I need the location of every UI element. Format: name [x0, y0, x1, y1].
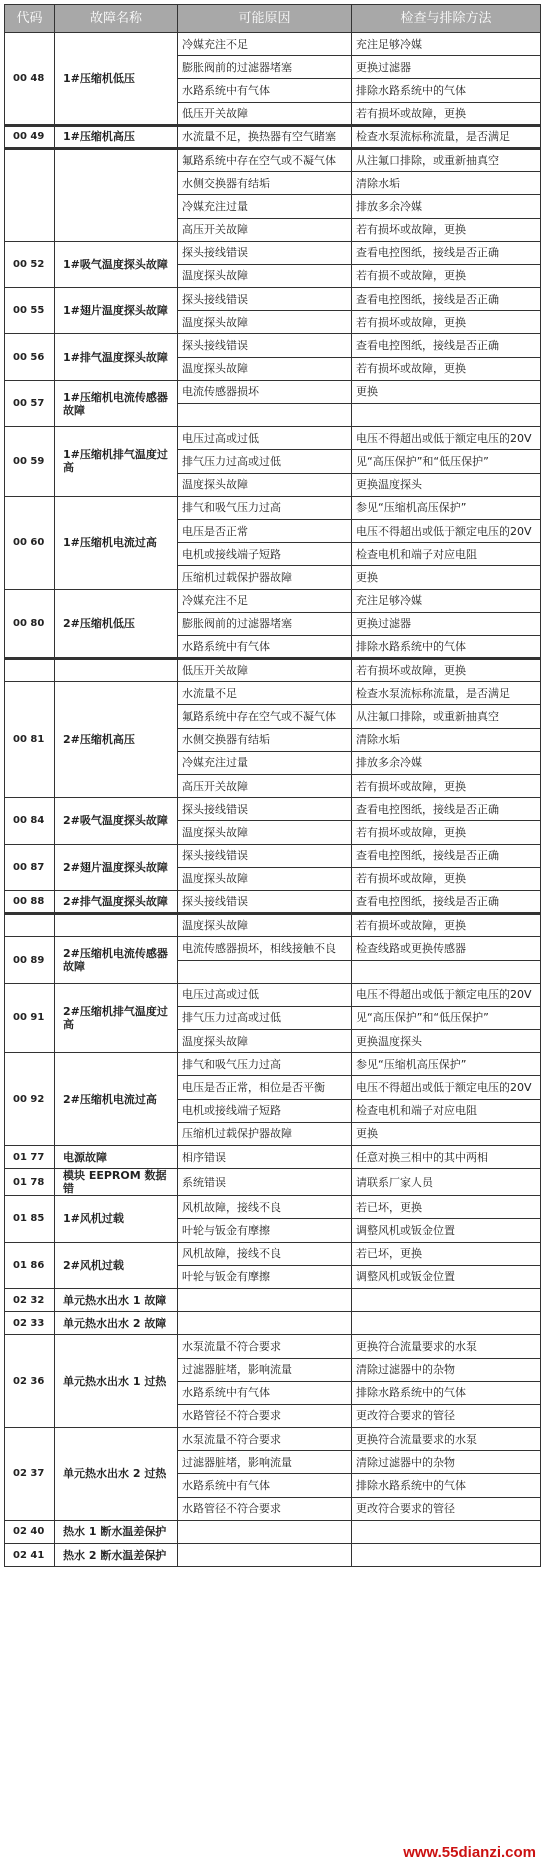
check-method: 充注足够冷媒 [352, 33, 541, 56]
fault-name: 2#吸气温度探头故障 [55, 798, 178, 844]
check-method: 若有损坏或故障，更换 [352, 311, 541, 334]
table-row [5, 125, 541, 148]
fault-name: 1#压缩机低压 [55, 33, 178, 126]
possible-cause: 冷媒充注过量 [178, 195, 352, 218]
check-method: 参见“压缩机高压保护” [352, 496, 541, 519]
check-method: 查看电控图纸，接线是否正确 [352, 844, 541, 867]
table-row [5, 798, 541, 821]
table-row [5, 288, 541, 311]
check-method: 电压不得超出或低于额定电压的20V [352, 519, 541, 542]
check-method: 电压不得超出或低于额定电压的20V [352, 1076, 541, 1099]
check-method: 若已坏，更换 [352, 1196, 541, 1219]
table-row [5, 148, 541, 171]
fault-code: 01 85 [5, 1196, 55, 1242]
fault-name: 1#压缩机电流过高 [55, 496, 178, 589]
possible-cause: 氟路系统中存在空气或不凝气体 [178, 148, 352, 171]
check-method: 充注足够冷媒 [352, 589, 541, 612]
fault-name: 2#压缩机高压 [55, 682, 178, 798]
check-method: 查看电控图纸，接线是否正确 [352, 798, 541, 821]
check-method: 排除水路系统中的气体 [352, 79, 541, 102]
check-method: 排放多余冷媒 [352, 751, 541, 774]
table-row [5, 1169, 541, 1196]
table-row [5, 241, 541, 264]
possible-cause: 探头接线错误 [178, 241, 352, 264]
table-row [5, 1428, 541, 1451]
table-row [5, 1242, 541, 1265]
check-method: 若有损不或故障，更换 [352, 264, 541, 287]
table-row [5, 983, 541, 1006]
table-row [5, 1196, 541, 1219]
check-method: 更换温度探头 [352, 473, 541, 496]
possible-cause: 压缩机过载保护器故障 [178, 566, 352, 589]
possible-cause: 排气压力过高或过低 [178, 1006, 352, 1029]
possible-cause: 膨胀阀前的过滤器堵塞 [178, 612, 352, 635]
possible-cause: 风机故障，接线不良 [178, 1242, 352, 1265]
fault-code: 01 77 [5, 1146, 55, 1169]
check-method: 更换 [352, 1122, 541, 1145]
possible-cause: 温度探头故障 [178, 264, 352, 287]
fault-name: 2#压缩机电流传感器故障 [55, 937, 178, 983]
check-method: 清除水垢 [352, 172, 541, 195]
possible-cause [178, 1544, 352, 1567]
fault-code: 01 86 [5, 1242, 55, 1288]
check-method: 查看电控图纸，接线是否正确 [352, 890, 541, 913]
check-method: 更换 [352, 380, 541, 403]
possible-cause: 探头接线错误 [178, 288, 352, 311]
possible-cause: 温度探头故障 [178, 821, 352, 844]
fault-code [5, 659, 55, 682]
possible-cause [178, 1312, 352, 1335]
table-row [5, 1520, 541, 1543]
table-row [5, 334, 541, 357]
check-method [352, 1520, 541, 1543]
fault-code: 02 41 [5, 1544, 55, 1567]
possible-cause: 高压开关故障 [178, 775, 352, 798]
possible-cause: 水流量不足，换热器有空气睹塞 [178, 125, 352, 148]
fault-name: 单元热水出水 2 故障 [55, 1312, 178, 1335]
possible-cause: 电流传感器损坏，相线接触不良 [178, 937, 352, 960]
possible-cause: 冷媒充注过量 [178, 751, 352, 774]
fault-name: 1#风机过载 [55, 1196, 178, 1242]
fault-name: 单元热水出水 1 过热 [55, 1335, 178, 1428]
possible-cause: 高压开关故障 [178, 218, 352, 241]
possible-cause: 水泵流量不符合要求 [178, 1428, 352, 1451]
check-method: 查看电控图纸，接线是否正确 [352, 334, 541, 357]
table-row [5, 1335, 541, 1358]
possible-cause: 探头接线错误 [178, 890, 352, 913]
check-method: 检查水泵流标称流量，是否满足 [352, 682, 541, 705]
possible-cause: 过滤器脏堵，影响流量 [178, 1358, 352, 1381]
check-method: 更换温度探头 [352, 1030, 541, 1053]
possible-cause: 冷媒充注不足 [178, 589, 352, 612]
possible-cause: 探头接线错误 [178, 844, 352, 867]
table-row [5, 1146, 541, 1169]
check-method: 若有损坏或故障，更换 [352, 867, 541, 890]
possible-cause: 冷媒充注不足 [178, 33, 352, 56]
possible-cause: 排气和吸气压力过高 [178, 496, 352, 519]
possible-cause: 温度探头故障 [178, 311, 352, 334]
fault-code: 02 36 [5, 1335, 55, 1428]
check-method [352, 1544, 541, 1567]
check-method: 若有损坏或故障，更换 [352, 914, 541, 937]
possible-cause: 水路系统中有气体 [178, 635, 352, 658]
check-method: 见“高压保护”和“低压保护” [352, 450, 541, 473]
possible-cause: 电机或接线端子短路 [178, 543, 352, 566]
fault-code [5, 148, 55, 241]
possible-cause: 水泵流量不符合要求 [178, 1335, 352, 1358]
table-row [5, 914, 541, 937]
check-method: 排除水路系统中的气体 [352, 1381, 541, 1404]
possible-cause: 排气和吸气压力过高 [178, 1053, 352, 1076]
fault-code: 00 84 [5, 798, 55, 844]
fault-code-table-wrapper [4, 4, 540, 1567]
table-row [5, 937, 541, 960]
fault-name: 电源故障 [55, 1146, 178, 1169]
check-method: 更换 [352, 566, 541, 589]
check-method: 若有损坏或故障，更换 [352, 821, 541, 844]
check-method: 更换过滤器 [352, 612, 541, 635]
table-row [5, 659, 541, 682]
fault-name: 2#压缩机排气温度过高 [55, 983, 178, 1053]
check-method: 更改符合要求的管径 [352, 1497, 541, 1520]
check-method: 若有损坏或故障，更换 [352, 775, 541, 798]
possible-cause: 水侧交换器有结垢 [178, 728, 352, 751]
possible-cause: 电机或接线端子短路 [178, 1099, 352, 1122]
check-method: 更换符合流量要求的水泵 [352, 1335, 541, 1358]
fault-name: 单元热水出水 1 故障 [55, 1288, 178, 1311]
check-method: 从注氟口排除，或重新抽真空 [352, 148, 541, 171]
check-method: 电压不得超出或低于额定电压的20V [352, 427, 541, 450]
fault-name: 模块 EEPROM 数据错 [55, 1169, 178, 1196]
check-method: 检查线路或更换传感器 [352, 937, 541, 960]
possible-cause: 叶轮与钣金有摩擦 [178, 1219, 352, 1242]
check-method: 清除过滤器中的杂物 [352, 1451, 541, 1474]
fault-code: 00 87 [5, 844, 55, 890]
possible-cause: 氟路系统中存在空气或不凝气体 [178, 705, 352, 728]
fault-code: 00 92 [5, 1053, 55, 1146]
possible-cause [178, 1520, 352, 1543]
fault-code: 00 55 [5, 288, 55, 334]
possible-cause: 温度探头故障 [178, 914, 352, 937]
check-method [352, 404, 541, 427]
fault-name: 热水 1 断水温差保护 [55, 1520, 178, 1543]
check-method: 检查电机和端子对应电阻 [352, 1099, 541, 1122]
possible-cause: 电压过高或过低 [178, 983, 352, 1006]
check-method: 检查电机和端子对应电阻 [352, 543, 541, 566]
possible-cause: 探头接线错误 [178, 334, 352, 357]
table-row [5, 1312, 541, 1335]
check-method: 电压不得超出或低于额定电压的20V [352, 983, 541, 1006]
fault-code [5, 914, 55, 937]
table-row [5, 890, 541, 913]
fault-code: 00 56 [5, 334, 55, 380]
check-method: 从注氟口排除，或重新抽真空 [352, 705, 541, 728]
table-row [5, 380, 541, 403]
possible-cause: 过滤器脏堵，影响流量 [178, 1451, 352, 1474]
fault-code: 00 89 [5, 937, 55, 983]
possible-cause: 叶轮与钣金有摩擦 [178, 1265, 352, 1288]
fault-code: 01 78 [5, 1169, 55, 1196]
possible-cause: 低压开关故障 [178, 659, 352, 682]
fault-code: 00 80 [5, 589, 55, 659]
check-method: 若有损坏或故障，更换 [352, 659, 541, 682]
check-method: 检查水泵流标称流量，是否满足 [352, 125, 541, 148]
fault-code: 00 49 [5, 125, 55, 148]
table-row [5, 589, 541, 612]
fault-code: 00 52 [5, 241, 55, 287]
fault-name: 1#压缩机排气温度过高 [55, 427, 178, 497]
fault-code: 00 60 [5, 496, 55, 589]
check-method [352, 1312, 541, 1335]
header-code: 代码 [5, 5, 55, 33]
possible-cause: 温度探头故障 [178, 473, 352, 496]
possible-cause: 膨胀阀前的过滤器堵塞 [178, 56, 352, 79]
fault-name: 1#压缩机高压 [55, 125, 178, 148]
check-method: 若有损坏或故障，更换 [352, 218, 541, 241]
table-body [5, 33, 541, 1567]
possible-cause: 排气压力过高或过低 [178, 450, 352, 473]
table-row [5, 682, 541, 705]
table-row [5, 844, 541, 867]
possible-cause: 水流量不足 [178, 682, 352, 705]
table-header-row [5, 5, 541, 33]
fault-name: 2#翅片温度探头故障 [55, 844, 178, 890]
check-method: 若有损坏或故障，更换 [352, 357, 541, 380]
check-method [352, 1288, 541, 1311]
check-method: 若有损坏或故障，更换 [352, 102, 541, 125]
check-method: 调整风机或钣金位置 [352, 1265, 541, 1288]
fault-name: 1#压缩机电流传感器故障 [55, 380, 178, 426]
fault-code: 02 40 [5, 1520, 55, 1543]
fault-name [55, 148, 178, 241]
header-possible-cause: 可能原因 [178, 5, 352, 33]
possible-cause: 水路系统中有气体 [178, 79, 352, 102]
possible-cause: 相序错误 [178, 1146, 352, 1169]
table-row [5, 1053, 541, 1076]
fault-code-table [4, 4, 541, 1567]
check-method: 若已坏，更换 [352, 1242, 541, 1265]
fault-code: 00 91 [5, 983, 55, 1053]
check-method [352, 960, 541, 983]
check-method: 任意对换三相中的其中两相 [352, 1146, 541, 1169]
fault-name [55, 914, 178, 937]
check-method: 排放多余冷媒 [352, 195, 541, 218]
possible-cause: 探头接线错误 [178, 798, 352, 821]
table-row [5, 427, 541, 450]
possible-cause: 系统错误 [178, 1169, 352, 1196]
check-method: 清除水垢 [352, 728, 541, 751]
possible-cause: 压缩机过载保护器故障 [178, 1122, 352, 1145]
fault-code: 02 33 [5, 1312, 55, 1335]
check-method: 排除水路系统中的气体 [352, 635, 541, 658]
fault-code: 02 37 [5, 1428, 55, 1521]
fault-name: 2#压缩机电流过高 [55, 1053, 178, 1146]
possible-cause: 水路系统中有气体 [178, 1474, 352, 1497]
possible-cause [178, 960, 352, 983]
fault-code: 00 88 [5, 890, 55, 913]
possible-cause: 电压过高或过低 [178, 427, 352, 450]
fault-code: 00 48 [5, 33, 55, 126]
check-method: 查看电控图纸，接线是否正确 [352, 288, 541, 311]
possible-cause: 电流传感器损坏 [178, 380, 352, 403]
possible-cause: 电压是否正常 [178, 519, 352, 542]
table-row [5, 1288, 541, 1311]
possible-cause: 水路管径不符合要求 [178, 1404, 352, 1427]
possible-cause [178, 404, 352, 427]
header-check-method: 检查与排除方法 [352, 5, 541, 33]
header-fault-name: 故障名称 [55, 5, 178, 33]
check-method: 请联系厂家人员 [352, 1169, 541, 1196]
fault-code: 00 81 [5, 682, 55, 798]
possible-cause: 温度探头故障 [178, 867, 352, 890]
check-method: 更换过滤器 [352, 56, 541, 79]
check-method: 查看电控图纸，接线是否正确 [352, 241, 541, 264]
table-row [5, 1544, 541, 1567]
check-method: 清除过滤器中的杂物 [352, 1358, 541, 1381]
table-row [5, 496, 541, 519]
possible-cause: 水路系统中有气体 [178, 1381, 352, 1404]
fault-code: 02 32 [5, 1288, 55, 1311]
site-watermark: www.55dianzi.com [403, 1844, 536, 1861]
possible-cause: 风机故障，接线不良 [178, 1196, 352, 1219]
table-row [5, 33, 541, 56]
check-method: 见“高压保护”和“低压保护” [352, 1006, 541, 1029]
fault-code: 00 59 [5, 427, 55, 497]
possible-cause [178, 1288, 352, 1311]
check-method: 更改符合要求的管径 [352, 1404, 541, 1427]
fault-name: 单元热水出水 2 过热 [55, 1428, 178, 1521]
fault-name: 1#吸气温度探头故障 [55, 241, 178, 287]
possible-cause: 电压是否正常，相位是否平衡 [178, 1076, 352, 1099]
possible-cause: 温度探头故障 [178, 1030, 352, 1053]
fault-name [55, 659, 178, 682]
check-method: 调整风机或钣金位置 [352, 1219, 541, 1242]
possible-cause: 温度探头故障 [178, 357, 352, 380]
fault-name: 2#排气温度探头故障 [55, 890, 178, 913]
fault-name: 1#排气温度探头故障 [55, 334, 178, 380]
check-method: 更换符合流量要求的水泵 [352, 1428, 541, 1451]
possible-cause: 水侧交换器有结垢 [178, 172, 352, 195]
possible-cause: 水路管径不符合要求 [178, 1497, 352, 1520]
check-method: 排除水路系统中的气体 [352, 1474, 541, 1497]
fault-name: 2#风机过载 [55, 1242, 178, 1288]
fault-name: 热水 2 断水温差保护 [55, 1544, 178, 1567]
possible-cause: 低压开关故障 [178, 102, 352, 125]
fault-name: 1#翅片温度探头故障 [55, 288, 178, 334]
fault-name: 2#压缩机低压 [55, 589, 178, 659]
check-method: 参见“压缩机高压保护” [352, 1053, 541, 1076]
fault-code: 00 57 [5, 380, 55, 426]
